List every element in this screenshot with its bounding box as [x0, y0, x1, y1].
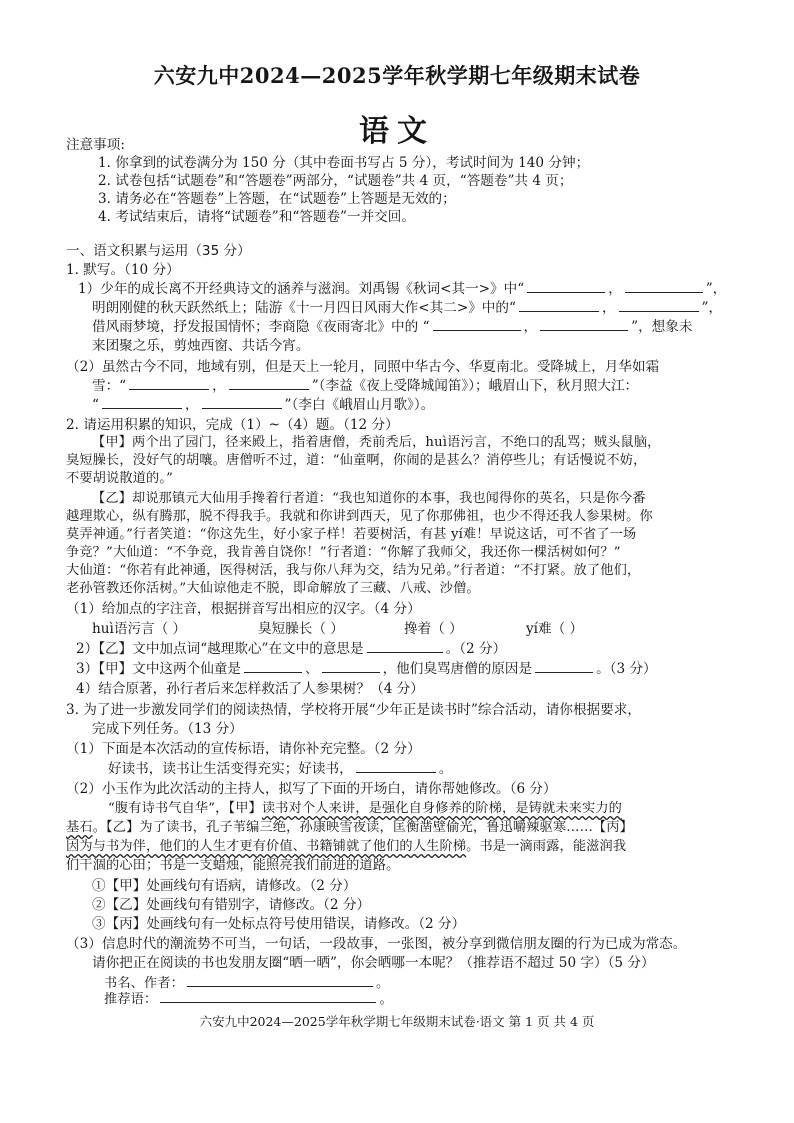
- text: “腹有诗书气自华”，【甲】: [108, 801, 262, 816]
- q2-yi-line1: 【乙】却说那镇元大仙用手搀着行者道：“我也知道你的本事，我也闻得你的英名，只是你今番: [92, 491, 646, 506]
- q3-t1-slogan: [108, 760, 452, 778]
- q3-title-line2: 完成下列任务。（13 分）: [92, 721, 243, 737]
- q2-yi-line6: 老孙管教还你活树。”大仙谅他走不脱，即命解放了三藏、八戒、沙僧。: [66, 581, 480, 596]
- text: ，: [212, 378, 226, 394]
- q2-s3: [76, 660, 657, 678]
- text: 2）【乙】文中加点词“越理欺心”在文中的意思是: [76, 641, 364, 657]
- answer-blank[interactable]: [322, 660, 380, 673]
- q2-yi-line3: 莫弄神通。”行者笑道：“你这先生，好小家子样！若要树活，有甚 yí难！早说这话，可不省了一场: [66, 527, 637, 542]
- q3-t2-line1: [108, 800, 622, 818]
- text: 。书是一滴雨露，能滋润我: [466, 839, 627, 854]
- q2-jia-line2: 臭短臊长，没好气的胡嚷。唐僧听不过，道：“仙童啊，你闹的是甚么？消停些儿；有话慢说不妨，: [66, 453, 647, 468]
- answer-blank[interactable]: [619, 299, 699, 312]
- text: 好读书，读书让生活变得充实；好读书，: [108, 761, 353, 777]
- q1-p2-line3: [92, 396, 434, 414]
- text: 。（2 分）: [445, 641, 507, 657]
- text: 。: [379, 992, 393, 1007]
- q2-s1-b[interactable]: 臭短臊长（ ）: [258, 621, 344, 637]
- q2-jia-line1: 【甲】两个出了园门，径来殿上，指着唐僧，秃前秃后，huì语污言，不绝口的乱骂；贼头鼠脑，: [92, 435, 661, 450]
- answer-blank[interactable]: [129, 377, 209, 390]
- answer-blank[interactable]: [535, 660, 593, 673]
- q2-s1-title: （1）给加点的字注音，根据拼音写出相应的汉字。（4 分）: [66, 601, 421, 617]
- text: 推荐语：: [104, 992, 158, 1007]
- answer-blank[interactable]: [433, 318, 521, 331]
- q1-p1-line2: [92, 299, 722, 317]
- q2-s1-d[interactable]: yí难（ ）: [526, 621, 584, 637]
- q3-t2-line4: 们干涸的心田；书是一支蜡烛，能照亮我们前进的道路。: [66, 858, 400, 873]
- q2-s4: 4）结合原著，孙行者后来怎样救活了人参果树？（4 分）: [76, 681, 424, 697]
- text: 。（3 分）: [596, 661, 657, 677]
- q2-title: 2. 请运用积累的知识，完成（1）~（4）题。（12 分）: [66, 417, 399, 433]
- text: ，他们臭骂唐僧的原因是: [382, 661, 533, 677]
- section-heading: 一、语文积累与运用（35 分）: [66, 243, 251, 259]
- notice-item-1: 1. 你拿到的试卷满分为 150 分（其中卷面书写占 5 分），考试时间为 140 分钟；: [98, 155, 590, 171]
- q1-title: 1. 默写。（10 分）: [66, 262, 180, 278]
- answer-blank[interactable]: [229, 377, 309, 390]
- q1-p2-line1: （2）虽然古今不同，地域有别，但是天上一轮月，同照中华古今、华夏南北。受降城上，月华如霜: [66, 359, 660, 375]
- q1-p1-line3: [92, 318, 692, 336]
- q3-t3-rec: [104, 990, 393, 1009]
- text: 明朗刚健的秋天跃然纸上；陆游《十一月四日风雨大作<其二>》中的“: [92, 300, 516, 316]
- notice-heading: 注意事项:: [66, 137, 125, 153]
- notice-item-3: 3. 请务必在“答题卷”上答题，在“试题卷”上答题是无效的；: [98, 191, 456, 207]
- text: ”（李益《夜上受降城闻笛》）；峨眉山下，秋月照大江：: [311, 378, 639, 394]
- text: ”，: [701, 300, 723, 316]
- answer-blank[interactable]: [367, 640, 443, 653]
- notice-item-2: 2. 试卷包括“试题卷”和“答题卷”两部分，“试题卷”共 4 页，“答题卷”共 4 页；: [98, 173, 573, 189]
- text: 。【乙】为了读书，孔子苇编三绝，孙康映雪夜读，匡衡凿壁偷光，鲁迅嚼辣驱寒……【丙】: [92, 820, 633, 835]
- q2-s2: [76, 640, 506, 658]
- q3-t2-a: ①【甲】处画线句有语病，请修改。（2 分）: [92, 878, 357, 894]
- q3-t2-title: （2）小玉作为此次活动的主持人，拟写了下面的开场白，请你帮她修改。（6 分）: [66, 781, 557, 797]
- q2-jia-line3: 不要胡说散道的。”: [66, 471, 173, 486]
- text: 书名、作者：: [104, 976, 185, 991]
- text: 1）少年的成长离不开经典诗文的涵养与滋润。刘禹锡《秋词<其一>》中“: [78, 281, 525, 297]
- text: 雪：“: [92, 378, 127, 394]
- q2-yi-line5: 大仙道：“你若有此神通，医得树活，我与你八拜为交，结为兄弟。”行者道：“不打紧。放了他们，: [66, 563, 641, 578]
- text: ，: [601, 300, 616, 316]
- text: “: [92, 397, 99, 413]
- underlined-sentence-bing: 因为与书为伴，他们的人生才更有价值、书籍铺就了他们的人生阶梯: [66, 839, 467, 854]
- q3-t2-b: ②【乙】处画线句有错别字，请修改。（2 分）: [92, 897, 371, 913]
- page-footer: 六安九中2024—2025学年秋学期七年级期末试卷·语文 第 1 页 共 4 页: [199, 1014, 595, 1029]
- notice-item-4: 4. 考试结束后，请将“试题卷”和“答题卷”一并交回。: [98, 209, 415, 225]
- q3-t3-line2: 请你把正在阅读的书也发朋友圈“晒一晒”，你会晒哪一本呢？（推荐语不超过 50 字）（5 分）: [92, 955, 655, 971]
- text: ”（李白《峨眉山月歌》）。: [284, 397, 435, 413]
- q2-yi-line4: 争竞？”大仙道：“不争竞，我肯善自饶你！”行者道：“你解了我师父，我还你一棵活树如何？”: [66, 545, 621, 560]
- underlined-sentence-jia: 读书对个人来讲，是强化自身修养的阶梯，是铸就未来实力的: [261, 801, 623, 816]
- text: 。: [376, 976, 390, 991]
- answer-blank[interactable]: [527, 280, 605, 293]
- q3-title-line1: 3. 为了进一步激发同学们的阅读热情，学校将开展“少年正是读书时”综合活动，请你根据要求，: [66, 702, 641, 718]
- answer-blank[interactable]: [540, 318, 628, 331]
- q1-p2-line2: [92, 377, 638, 395]
- answer-blank[interactable]: [356, 760, 436, 773]
- subject-title: 语文: [359, 114, 435, 149]
- text: ，: [184, 397, 199, 413]
- book-author-blank[interactable]: [187, 974, 373, 987]
- q2-s1-c[interactable]: 搀着（ ）: [404, 621, 463, 637]
- underlined-sentence-jia: 基石: [66, 820, 93, 835]
- q3-t3-line1: （3）信息时代的潮流势不可当，一句话，一段故事，一张图，被分享到微信朋友圈的行为已成为常态。: [66, 936, 687, 952]
- answer-blank[interactable]: [202, 396, 282, 409]
- q3-t2-line3: [66, 838, 626, 856]
- text: 3）【甲】文中这两个仙童是: [76, 661, 241, 677]
- text: ，: [523, 319, 538, 335]
- q2-s1-a[interactable]: huì语污言（ ）: [92, 621, 187, 637]
- answer-blank[interactable]: [625, 280, 703, 293]
- q3-t1-title: （1）下面是本次活动的宣传标语，请你补充完整。（2 分）: [66, 741, 421, 757]
- text: 。: [438, 761, 453, 777]
- recommendation-blank[interactable]: [160, 990, 376, 1003]
- answer-blank[interactable]: [519, 299, 599, 312]
- text: 借风雨梦境，抒发报国情怀；李商隐《夜雨寄北》中的 “: [92, 319, 430, 335]
- q3-t2-c: ③【丙】处画线句有一处标点符号使用错误，请修改。（2 分）: [92, 916, 466, 932]
- text: ”，想象未: [631, 319, 693, 335]
- answer-blank[interactable]: [244, 660, 302, 673]
- q3-t2-line2: [66, 819, 633, 837]
- q1-p1-line1: [78, 280, 726, 298]
- q2-yi-line2: 越理欺心，纵有腾那，脱不得我手。我就和你讲到西天，见了你那佛祖，也少不得还我人参果树。你: [66, 509, 653, 524]
- text: 、: [304, 661, 319, 677]
- answer-blank[interactable]: [102, 396, 182, 409]
- exam-title: 六安九中2024—2025学年秋学期七年级期末试卷: [153, 63, 641, 88]
- q1-p1-line4: 来团聚之乐，剪烛西窗、共话今宵。: [92, 338, 310, 354]
- text: ，: [608, 281, 622, 297]
- text: ”，: [705, 281, 727, 297]
